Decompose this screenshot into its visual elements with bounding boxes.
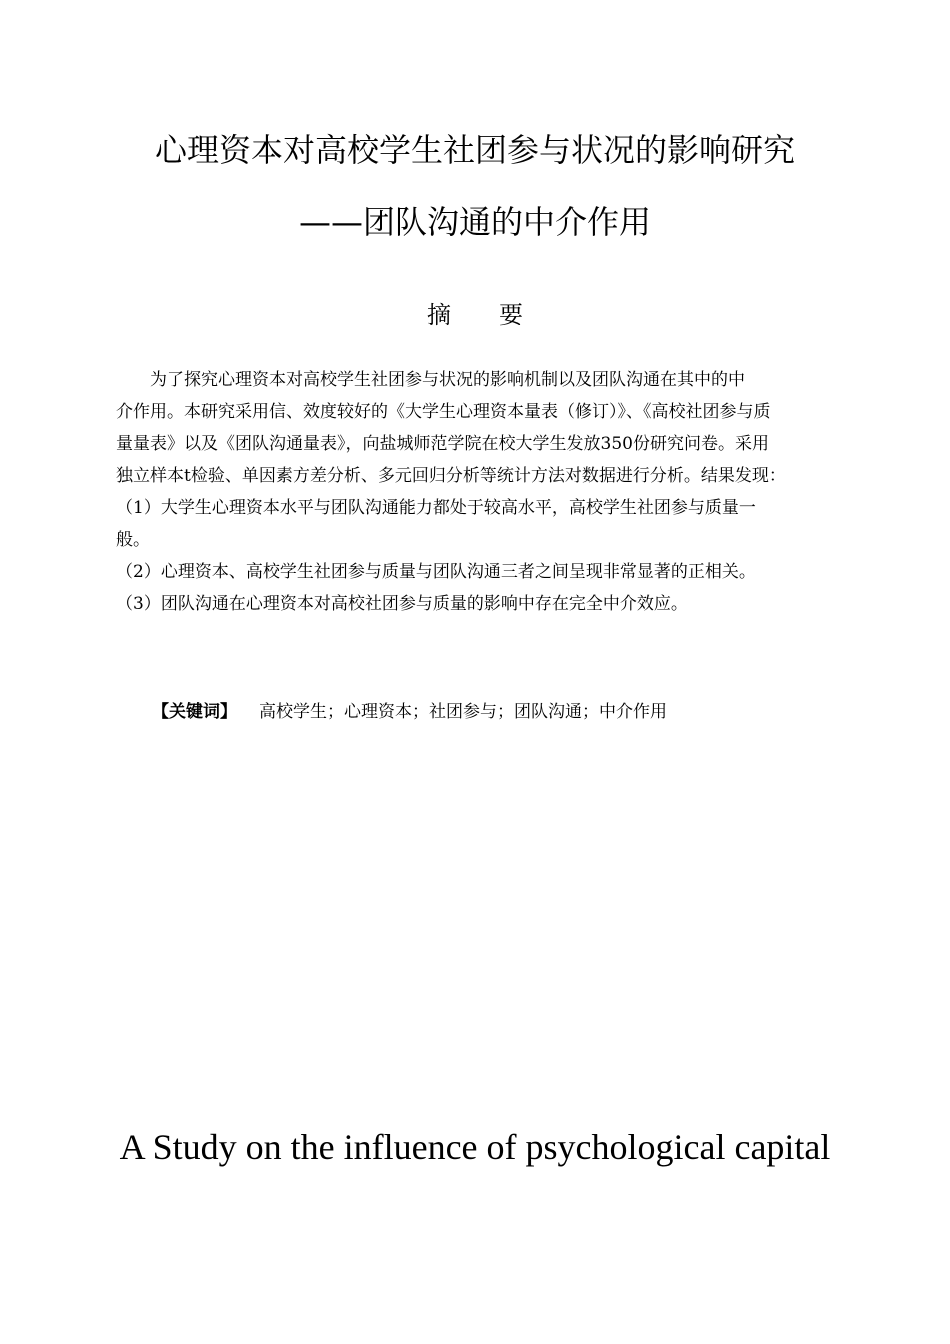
abstract-line: 独立样本t检验、单因素方差分析、多元回归分析等统计方法对数据进行分析。结果发现： (116, 466, 786, 486)
paper-subtitle: ——团队沟通的中介作用 (298, 203, 651, 241)
keywords-text: 高校学生；心理资本；社团参与；团队沟通；中介作用 (259, 702, 667, 722)
abstract-finding-1: （1）大学生心理资本水平与团队沟通能力都处于较高水平，高校学生社团参与质量一 (116, 498, 756, 518)
abstract-line: 为了探究心理资本对高校学生社团参与状况的影响机制以及团队沟通在其中的中 (116, 370, 745, 390)
abstract-body (116, 364, 836, 620)
abstract-heading: 摘 要 (427, 301, 523, 329)
abstract-finding-2: （2）心理资本、高校学生社团参与质量与团队沟通三者之间呈现非常显著的正相关。 (116, 562, 756, 582)
abstract-line: 量量表》以及《团队沟通量表》，向盐城师范学院在校大学生发放350份研究问卷。采用 (116, 434, 769, 454)
keywords-line (152, 696, 852, 728)
paper-title: 心理资本对高校学生社团参与状况的影响研究 (154, 131, 795, 169)
english-title: A Study on the influence of psychological capital (119, 1127, 831, 1167)
keywords-label: 【关键词】 (152, 702, 237, 722)
abstract-finding-1-cont: 般。 (116, 530, 150, 550)
abstract-line: 介作用。本研究采用信、效度较好的《大学生心理资本量表（修订）》、《高校社团参与质 (116, 402, 771, 422)
abstract-finding-3: （3）团队沟通在心理资本对高校社团参与质量的影响中存在完全中介效应。 (116, 594, 688, 614)
